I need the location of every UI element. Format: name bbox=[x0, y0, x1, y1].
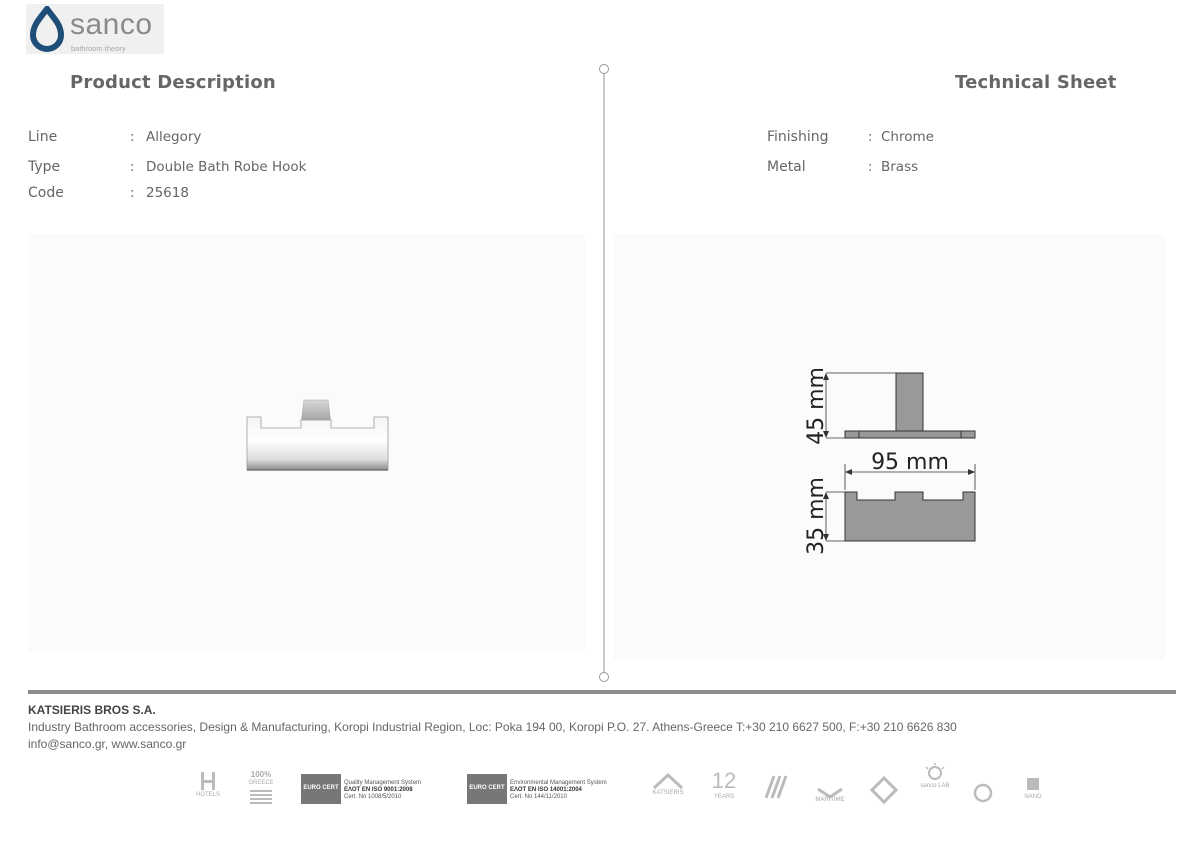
code-colon: : bbox=[130, 186, 135, 201]
type-value: Double Bath Robe Hook bbox=[146, 159, 307, 175]
divider-dot-top bbox=[599, 64, 609, 74]
water-drop-icon bbox=[28, 6, 66, 52]
nano-label: NANO bbox=[1024, 794, 1042, 800]
maritime-label: MARITIME bbox=[815, 797, 845, 803]
katsieris-badge bbox=[650, 772, 686, 806]
finishing-colon: : bbox=[868, 130, 873, 145]
iso9001-text bbox=[344, 780, 421, 801]
height-bottom-dimension: 35 mm bbox=[804, 477, 829, 555]
katsieris-label: KATSIERIS bbox=[652, 790, 684, 796]
metal-colon: : bbox=[868, 160, 873, 175]
technical-sheet-title: Technical Sheet bbox=[955, 72, 1117, 93]
iso9001-title: Quality Management System bbox=[344, 780, 422, 786]
maritime-badge bbox=[812, 784, 848, 806]
greece-label: GREECE bbox=[248, 780, 274, 786]
type-label: Type bbox=[28, 159, 61, 175]
stripes-badge-icon bbox=[762, 774, 788, 800]
technical-drawing-panel bbox=[613, 234, 1165, 660]
twelve-years-badge bbox=[709, 768, 739, 806]
line-value: Allegory bbox=[146, 129, 202, 145]
eurocert-14001-logo: EURO CERT bbox=[467, 774, 507, 804]
product-photo-panel bbox=[28, 234, 585, 652]
greece-percent: 100% bbox=[250, 770, 272, 779]
code-label: Code bbox=[28, 185, 64, 201]
iso14001-text bbox=[510, 780, 607, 801]
brand-name: sanco bbox=[70, 8, 153, 41]
hotels-label: HOTELS bbox=[195, 792, 220, 798]
iso14001-standard: ΕΛΟΤ EN ISO 14001:2004 bbox=[510, 787, 582, 793]
years-number: 12 bbox=[711, 768, 737, 793]
sanco-lab-badge bbox=[920, 762, 950, 804]
made-in-greece-badge bbox=[246, 770, 276, 806]
nano-icon bbox=[1027, 778, 1039, 790]
height-top-dimension: 45 mm bbox=[804, 367, 829, 445]
company-address: Industry Bathroom accessories, Design & Manufacturing, Koropi Industrial Region, Loc: Poka 194 00, Koropi P.O. 27. Athens-Greece T:+30 210 6627 500, F:+30 210 6626 830 bbox=[28, 720, 957, 734]
product-photo bbox=[28, 234, 585, 652]
eurocert-9001-logo: EURO CERT bbox=[301, 774, 341, 804]
brand-logo[interactable] bbox=[26, 4, 164, 54]
metal-label: Metal bbox=[767, 159, 806, 175]
iso9001-cert-no: Cert. No 1008/5/2010 bbox=[344, 794, 402, 800]
finishing-value: Chrome bbox=[881, 129, 934, 145]
years-label: YEARS bbox=[713, 794, 735, 800]
width-dimension: 95 mm bbox=[871, 450, 949, 475]
finishing-label: Finishing bbox=[767, 129, 829, 145]
metal-value: Brass bbox=[881, 159, 919, 175]
sanco-lab-label: sanco LAB bbox=[920, 783, 950, 789]
bulb-icon bbox=[920, 762, 950, 782]
column-divider bbox=[603, 70, 605, 677]
iso14001-cert-no: Cert. No 144/11/2010 bbox=[510, 794, 567, 800]
company-name: KATSIERIS BROS S.A. bbox=[28, 703, 156, 717]
product-description-title: Product Description bbox=[70, 72, 276, 93]
line-label: Line bbox=[28, 129, 58, 145]
ds-badge-icon bbox=[972, 782, 994, 804]
iso9001-standard: ΕΛΟΤ EN ISO 9001:2008 bbox=[344, 787, 413, 793]
code-value: 25618 bbox=[146, 185, 189, 201]
line-colon: : bbox=[130, 130, 135, 145]
technical-drawing bbox=[613, 234, 1165, 660]
footer-rule bbox=[28, 690, 1176, 694]
iso14001-title: Environmental Management System bbox=[510, 780, 607, 786]
me-badge-icon bbox=[870, 776, 898, 804]
divider-dot-bottom bbox=[599, 672, 609, 682]
brand-tagline: bathroom theory bbox=[71, 44, 126, 53]
house-icon bbox=[650, 772, 686, 790]
greek-flag-icon bbox=[250, 790, 272, 804]
company-contact[interactable]: info@sanco.gr, www.sanco.gr bbox=[28, 737, 187, 751]
hotels-badge bbox=[193, 772, 223, 806]
type-colon: : bbox=[130, 160, 135, 175]
nano-badge bbox=[1018, 778, 1048, 806]
